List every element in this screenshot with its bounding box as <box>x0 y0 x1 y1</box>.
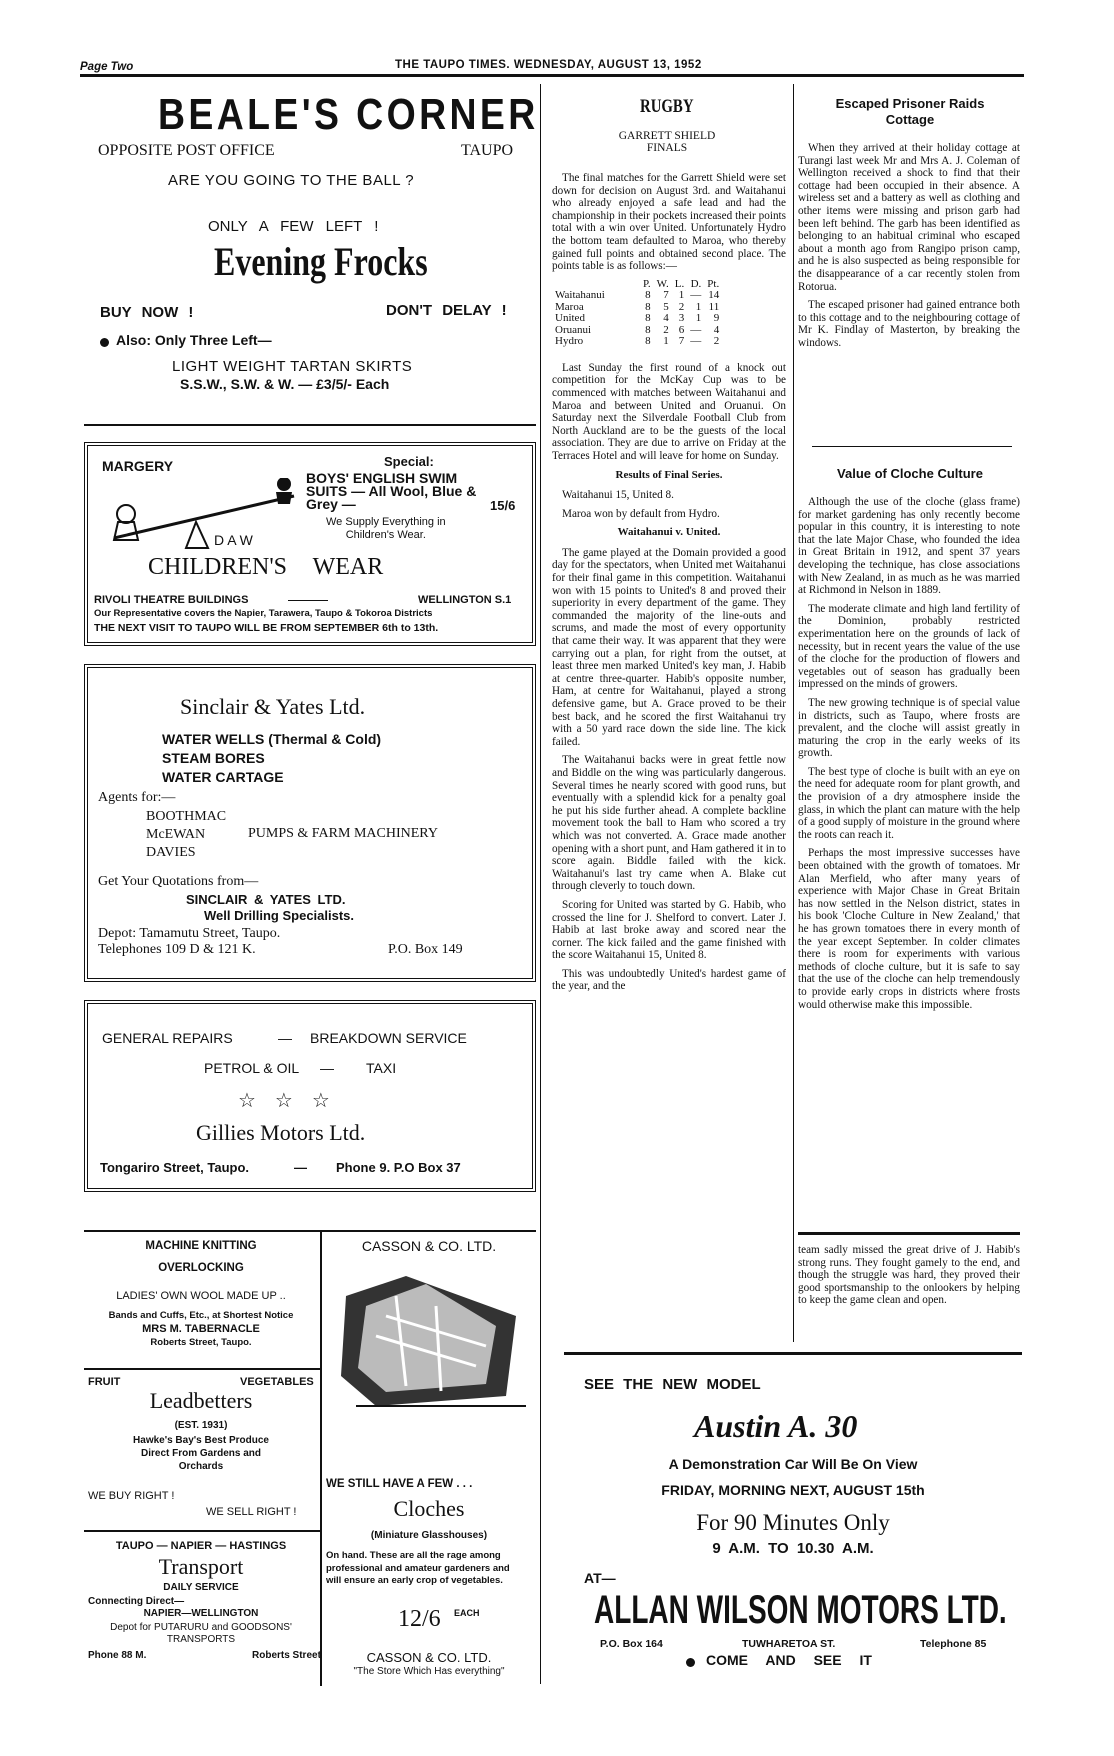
connecting: Connecting Direct— <box>88 1596 185 1607</box>
cell: Maroa <box>555 300 584 313</box>
connecting-route: NAPIER—WELLINGTON <box>143 1608 259 1619</box>
cell: 1 <box>663 335 669 348</box>
daily-service: DAILY SERVICE <box>163 1582 239 1593</box>
special-line: Grey — <box>306 496 356 512</box>
telephone: Telephone 85 <box>920 1638 987 1650</box>
ad-title: Sinclair & Yates Ltd. <box>180 694 366 719</box>
article-headline: RUGBY <box>640 96 694 117</box>
gillies-motors-ad <box>84 1000 536 1192</box>
ad-divider <box>320 1232 322 1686</box>
page-number: Page Two <box>80 61 134 73</box>
telephones: Telephones 109 D & 121 K. <box>98 942 256 957</box>
cell: — <box>690 289 702 302</box>
special-text <box>306 472 476 511</box>
at-label: AT— <box>584 1570 616 1586</box>
casson-slogan: "The Store Which Has everything" <box>353 1666 505 1677</box>
cell: Oruanui <box>555 323 592 336</box>
header-cell: P. <box>643 277 651 290</box>
dash: — <box>320 1060 334 1076</box>
company-name: SINCLAIR & YATES LTD. <box>186 892 346 907</box>
rule <box>564 1352 1022 1355</box>
ad-rule <box>84 424 536 426</box>
service-4: TAXI <box>366 1060 397 1076</box>
dash: — <box>294 1160 307 1175</box>
paragraph: team sadly missed the great drive of J. Habib's strong runs. They fought gamely to the end, and though the struggle was hard, they proved their good sportsmanship to the onlookers by helping to keep the game clean and open. <box>798 1244 1020 1307</box>
result: Maroa won by default from Hydro. <box>562 507 720 520</box>
cell: 5 <box>663 300 669 313</box>
article-subhead <box>548 130 786 154</box>
knitting-title: MACHINE KNITTING <box>145 1240 257 1252</box>
cloche-article <box>798 496 1020 1017</box>
bands-line: Bands and Cuffs, Etc., at Shortest Notice <box>108 1310 294 1321</box>
service-line: STEAM BORES <box>162 750 265 766</box>
ad-headline: Evening Frocks <box>214 239 428 284</box>
paragraph: Although the use of the cloche (glass frame) for market gardening has only recently become popular in this country, it is interesting to note that the late Major Chase, who founded the idea in Great Britain in 1912, and spent 37 years developing the technique, has close associations with New Zealand, in as much as he was married at Richmond in Nelson in 1889. <box>798 496 1020 597</box>
header-cell: Pt. <box>707 277 720 290</box>
depot: Depot: Tamamutu Street, Taupo. <box>98 926 281 941</box>
po-box: P.O. Box 164 <box>600 1638 663 1650</box>
table-row <box>552 336 722 348</box>
prisoner-article <box>798 142 1020 356</box>
cloches-title: Cloches <box>393 1496 465 1521</box>
paragraph: The new growing technique is of special value in districts, such as Taupo, where frosts are prevalent, and the cloche will assist greatly in maturing the crop in the early weeks of its growth. <box>798 696 1020 760</box>
come-and-see: COME AND SEE IT <box>706 1652 872 1668</box>
austin-ad <box>564 1356 1022 1686</box>
dealer-name: ALLAN WILSON MOTORS LTD. <box>594 1588 1007 1632</box>
paragraph: Last Sunday the first round of a knock out competition for the McKay Cup was to be commenced with matches between Waitahanui and Maroa and between United and Oruanui. On Saturday next the Silverdale Football Club from North Auckland are to be the guests of the local association. They are due to arrive on Friday at the Terraces Hotel and will leave for home on Sunday. <box>552 361 786 462</box>
rule <box>288 600 328 601</box>
ad-title: Gillies Motors Ltd. <box>196 1120 366 1145</box>
rule <box>84 1230 536 1232</box>
ad-intro: SEE THE NEW MODEL <box>584 1376 761 1393</box>
ad-location: OPPOSITE POST OFFICE <box>98 142 275 159</box>
cell: 1 <box>695 312 702 325</box>
star-icons: ☆ ☆ ☆ <box>238 1090 330 1112</box>
headline-line: Cottage <box>885 112 935 127</box>
po-box: P.O. Box 149 <box>388 942 463 957</box>
cell: 7 <box>678 335 685 348</box>
rep-note: Our Representative covers the Napier, Tarawera, Taupo & Tokoroa Districts <box>94 608 433 619</box>
results-heading: Results of Final Series. <box>615 468 723 481</box>
paragraph: The escaped prisoner had gained entrance both to this cottage and to the neighbouring cottage of Mr K. Findlay of Masterton, by breaking the windows. <box>798 299 1020 349</box>
special-price: 15/6 <box>490 498 516 513</box>
spacer <box>552 348 786 362</box>
cell: 6 <box>678 323 685 336</box>
services <box>162 730 381 787</box>
cell: — <box>690 323 702 336</box>
cell: 4 <box>713 323 720 336</box>
column-divider <box>793 84 794 1342</box>
ad-dont-delay: DON'T DELAY ! <box>386 302 507 319</box>
transport-street: Roberts Street <box>252 1650 321 1661</box>
cell: — <box>690 335 702 348</box>
paragraph: The game played at the Domain provided a good day for the spectators, when United met Waitahanui for their final game in this competition. Waitahanui won with 15 points to United's 8 and proved their superiority in every department of the game. They commanded the majority of the line-outs and scrums, and made the most of every opportunity that came their way. It was apparent that they were carrying out a plan, for right from the outset, at least three men marked United's key man, J. Habib at centre three-quarter. Habib's opposite number, Ham, at centre for Waitahanui, played a strong defensive game, but A. Grace proved to be their best back, and he scored the first Waitahanui try with a 50 yard race down the side line. The kick failed. <box>552 546 786 748</box>
header-cell: L. <box>674 277 685 290</box>
ad-town: TAUPO <box>461 142 514 159</box>
headline-line: Escaped Prisoner Raids <box>835 96 985 111</box>
article-headline <box>796 96 1024 128</box>
cloches-body <box>326 1550 510 1588</box>
result: Waitahanui 15, United 8. <box>562 489 674 502</box>
agent: DAVIES <box>146 845 196 860</box>
car-model: Austin A. 30 <box>694 1408 858 1444</box>
cell: 8 <box>645 323 651 336</box>
overlocking: OVERLOCKING <box>158 1262 244 1274</box>
demonstration: A Demonstration Car Will Be On View <box>668 1456 918 1472</box>
rule <box>798 1232 1020 1235</box>
special-label: Special: <box>384 454 434 469</box>
rule <box>84 1368 320 1370</box>
subhead-line: GARRETT SHIELD <box>618 130 716 142</box>
page-header <box>80 59 1020 73</box>
produce-line: Orchards <box>178 1461 224 1472</box>
match-heading: Waitahanui v. United. <box>617 526 721 539</box>
cell: United <box>555 312 585 325</box>
ad-buy-now: BUY NOW ! <box>100 304 194 321</box>
leadbetters-title: Leadbetters <box>149 1388 253 1413</box>
paragraph: Perhaps the most impressive successes have been obtained with the growth of tomatoes. Mr Alan Merfield, who after many years of experience with Major Chase in Great Britain has now settled in the Nelson district, states in his book 'Cloche Culture in New Zealand,' that he has grown tomatoes there in every month of the year except September. In colder climates there is room for experiments with various methods of cloche culture, but it is safe to say that the use of the cloche can help tremendously to provide early crops in districts where frosts would otherwise make this impossible. <box>798 847 1020 1011</box>
date: FRIDAY, MORNING NEXT, AUGUST 15th <box>661 1482 925 1498</box>
service-line: WATER CARTAGE <box>162 769 284 785</box>
casson-footer: CASSON & CO. LTD. <box>366 1650 492 1665</box>
produce-line: Direct From Gardens and <box>140 1448 262 1459</box>
visit-note: THE NEXT VISIT TO TAUPO WILL BE FROM SEPTEMBER 6th to 13th. <box>94 622 439 634</box>
time: 9 A.M. TO 10.30 A.M. <box>712 1540 874 1557</box>
margery-ad <box>84 442 536 646</box>
address: RIVOLI THEATRE BUILDINGS <box>94 594 249 606</box>
established: (EST. 1931) <box>174 1420 228 1431</box>
fruit-label: FRUIT <box>88 1376 121 1388</box>
still-have-few: WE STILL HAVE A FEW . . . <box>326 1478 473 1490</box>
supply-line: Children's Wear. <box>345 529 426 541</box>
shop-name: MARGERY <box>102 458 174 474</box>
service-3: PETROL & OIL <box>204 1060 300 1076</box>
agents-products: PUMPS & FARM MACHINERY <box>248 826 438 841</box>
ad-title: BEALE'S CORNER <box>158 90 539 139</box>
sell-right: WE SELL RIGHT ! <box>206 1506 297 1518</box>
proprietor: MRS M. TABERNACLE <box>142 1323 260 1335</box>
depot-line: Depot for PUTARURU and GOODSONS' <box>110 1622 292 1633</box>
cell: 9 <box>713 312 720 325</box>
cell: 1 <box>695 300 702 313</box>
seesaw-children-icon <box>104 478 304 558</box>
transports: TRANSPORTS <box>166 1634 236 1645</box>
miniature-glasshouses: (Miniature Glasshouses) <box>370 1530 488 1541</box>
paragraph: This was undoubtedly United's hardest game of the year, and the <box>552 967 786 993</box>
header-rule <box>80 74 1024 77</box>
childrens-wear: CHILDREN'S WEAR <box>148 554 384 580</box>
cloche-illustration-icon <box>336 1256 528 1410</box>
ad-skirts-price: S.S.W., S.W. & W. — £3/5/- Each <box>180 376 390 392</box>
paragraph: The best type of cloche is built with an eye on the need for adequate room for plant growth, and the provision of a dry atmosphere inside the glass, in which the plant can mature with the help of a good supply of moisture in the ground where the roots can reach it. <box>798 765 1020 841</box>
phone: Phone 9. P.O Box 37 <box>336 1160 461 1175</box>
paragraph: The final matches for the Garrett Shield were set down for decision on August 3rd. and Waitahanui who already enjoyed a safe lead and had the championship in their pockets increased their points total with a win over United. Unfortunately Hydro the bottom team defaulted to Maroa, who thereby gained full points and obtained second place. The points table is as follows:— <box>552 172 786 273</box>
paragraph: Scoring for United was started by G. Habib, who crossed the line for J. Shelford to convert. Later J. Habib at last broke away and scored near the corner. The kick failed and the game finished with the score Waitahanui 15, United 8. <box>552 898 786 962</box>
rugby-article-continued <box>798 1244 1020 1313</box>
body-line: will ensure an early crop of vegetables. <box>326 1575 503 1586</box>
sinclair-yates-ad <box>84 664 536 982</box>
buy-right: WE BUY RIGHT ! <box>88 1490 175 1502</box>
service-2: BREAKDOWN SERVICE <box>310 1030 467 1046</box>
city: WELLINGTON S.1 <box>418 594 512 606</box>
rugby-article <box>552 172 786 999</box>
ad-question: ARE YOU GOING TO THE BALL ? <box>168 172 415 189</box>
duration: For 90 Minutes Only <box>696 1510 890 1535</box>
paragraph: The Waitahanui backs were in great fettle now and Biddle on the wing was particularly dangerous. Several times he nearly scored with good runs, but eventually with a splendid kick for a penalty goal he put his side further ahead. A complete backline movement took the ball to Ham who scored a try which was not converted. A. Grace made another opening with a short punt, and Ham gathered it in to score again. Biddle failed with the kick. Waitahanui's last try came when A. Blake cut through cleverly to touch down. <box>552 754 786 893</box>
cell: Waitahanui <box>555 289 605 302</box>
supply-text <box>326 516 446 542</box>
cell: 11 <box>708 300 720 313</box>
dash: — <box>278 1030 292 1046</box>
cell: 14 <box>708 289 720 302</box>
bullet-icon <box>100 338 109 347</box>
street: TUWHARETOA ST. <box>742 1638 836 1650</box>
masthead-title: THE TAUPO TIMES. WEDNESDAY, AUGUST 13, 1952 <box>395 59 702 71</box>
transport-title: Transport <box>158 1554 244 1579</box>
ad-skirts: LIGHT WEIGHT TARTAN SKIRTS <box>172 358 413 375</box>
rule <box>84 1530 320 1532</box>
cell: 7 <box>663 289 669 302</box>
transport-phone: Phone 88 M. <box>88 1650 147 1661</box>
ad-also: Also: Only Three Left— <box>116 332 272 348</box>
column-divider <box>540 84 541 1684</box>
subhead-line: FINALS <box>646 142 688 154</box>
casson-title: CASSON & CO. LTD. <box>361 1238 497 1254</box>
each-label: EACH <box>454 1608 480 1618</box>
route: TAUPO — NAPIER — HASTINGS <box>115 1540 287 1552</box>
cell: 8 <box>645 335 651 348</box>
agents-label: Agents for:— <box>98 790 176 805</box>
cell: 8 <box>645 312 651 325</box>
header-cell: W. <box>656 277 669 290</box>
produce-lines <box>84 1434 318 1473</box>
points-table <box>552 279 722 348</box>
produce-line: Hawke's Bay's Best Produce <box>133 1435 269 1446</box>
wool-line: LADIES' OWN WOOL MADE UP .. <box>116 1290 286 1302</box>
cell: 8 <box>645 289 651 302</box>
service-1: GENERAL REPAIRS <box>102 1030 233 1046</box>
service-line: WATER WELLS (Thermal & Cold) <box>162 731 382 747</box>
body-line: professional and amateur gardeners and <box>326 1562 510 1574</box>
header-cell: D. <box>690 277 702 290</box>
agent: BOOTHMAC <box>146 809 227 824</box>
article-headline: Value of Cloche Culture <box>837 466 983 481</box>
rule <box>812 446 1012 447</box>
body-line: On hand. These are all the rage among <box>326 1550 501 1561</box>
cell: 2 <box>713 335 720 348</box>
cell: 1 <box>678 289 685 302</box>
agent: McEWAN <box>146 827 206 842</box>
ad-few-left: ONLY A FEW LEFT ! <box>208 218 379 235</box>
supply-line: We Supply Everything in <box>326 516 446 528</box>
knitting-address: Roberts Street, Taupo. <box>150 1337 252 1348</box>
address: Tongariro Street, Taupo. <box>100 1160 250 1175</box>
quote-label: Get Your Quotations from— <box>98 874 259 889</box>
daw-label: D A W <box>214 532 253 548</box>
bullet-icon <box>686 1658 695 1667</box>
vegetables-label: VEGETABLES <box>240 1376 314 1388</box>
paragraph: When they arrived at their holiday cottage at Turangi last week Mr and Mrs A. J. Coleman of Wellington received a shock to find that their cottage had been occupied in their absence. A wireless set and a battery as well as clothing and other items were missing and prison garb had been left behind. The garb has been identified as belonging to an habitual criminal who escaped about a month ago from Rangipo prison camp, and he is also suspected as being responsible for the disappearance of a car recently stolen from Rotorua. <box>798 142 1020 293</box>
cell: 3 <box>678 312 685 325</box>
cell: 2 <box>663 323 669 336</box>
paragraph: The moderate climate and high land fertility of the Dominion, probably restricted experimentation here on the grounds of lack of necessity, but in recent years the value of the use of the cloche for the production of flowers and vegetables out of season has gradually been impressed on the minds of growers. <box>798 602 1020 691</box>
special-line: SUITS — All Wool, Blue & <box>306 483 477 499</box>
special-line: BOYS' ENGLISH SWIM <box>306 470 458 486</box>
cell: 2 <box>678 300 685 313</box>
beales-corner-ad <box>86 90 539 420</box>
specialists: Well Drilling Specialists. <box>204 908 355 923</box>
cell: 4 <box>663 312 669 325</box>
cell: Hydro <box>555 335 584 348</box>
cloche-price: 12/6 <box>398 1606 441 1632</box>
agents-list <box>146 808 226 862</box>
cell: 8 <box>645 300 651 313</box>
